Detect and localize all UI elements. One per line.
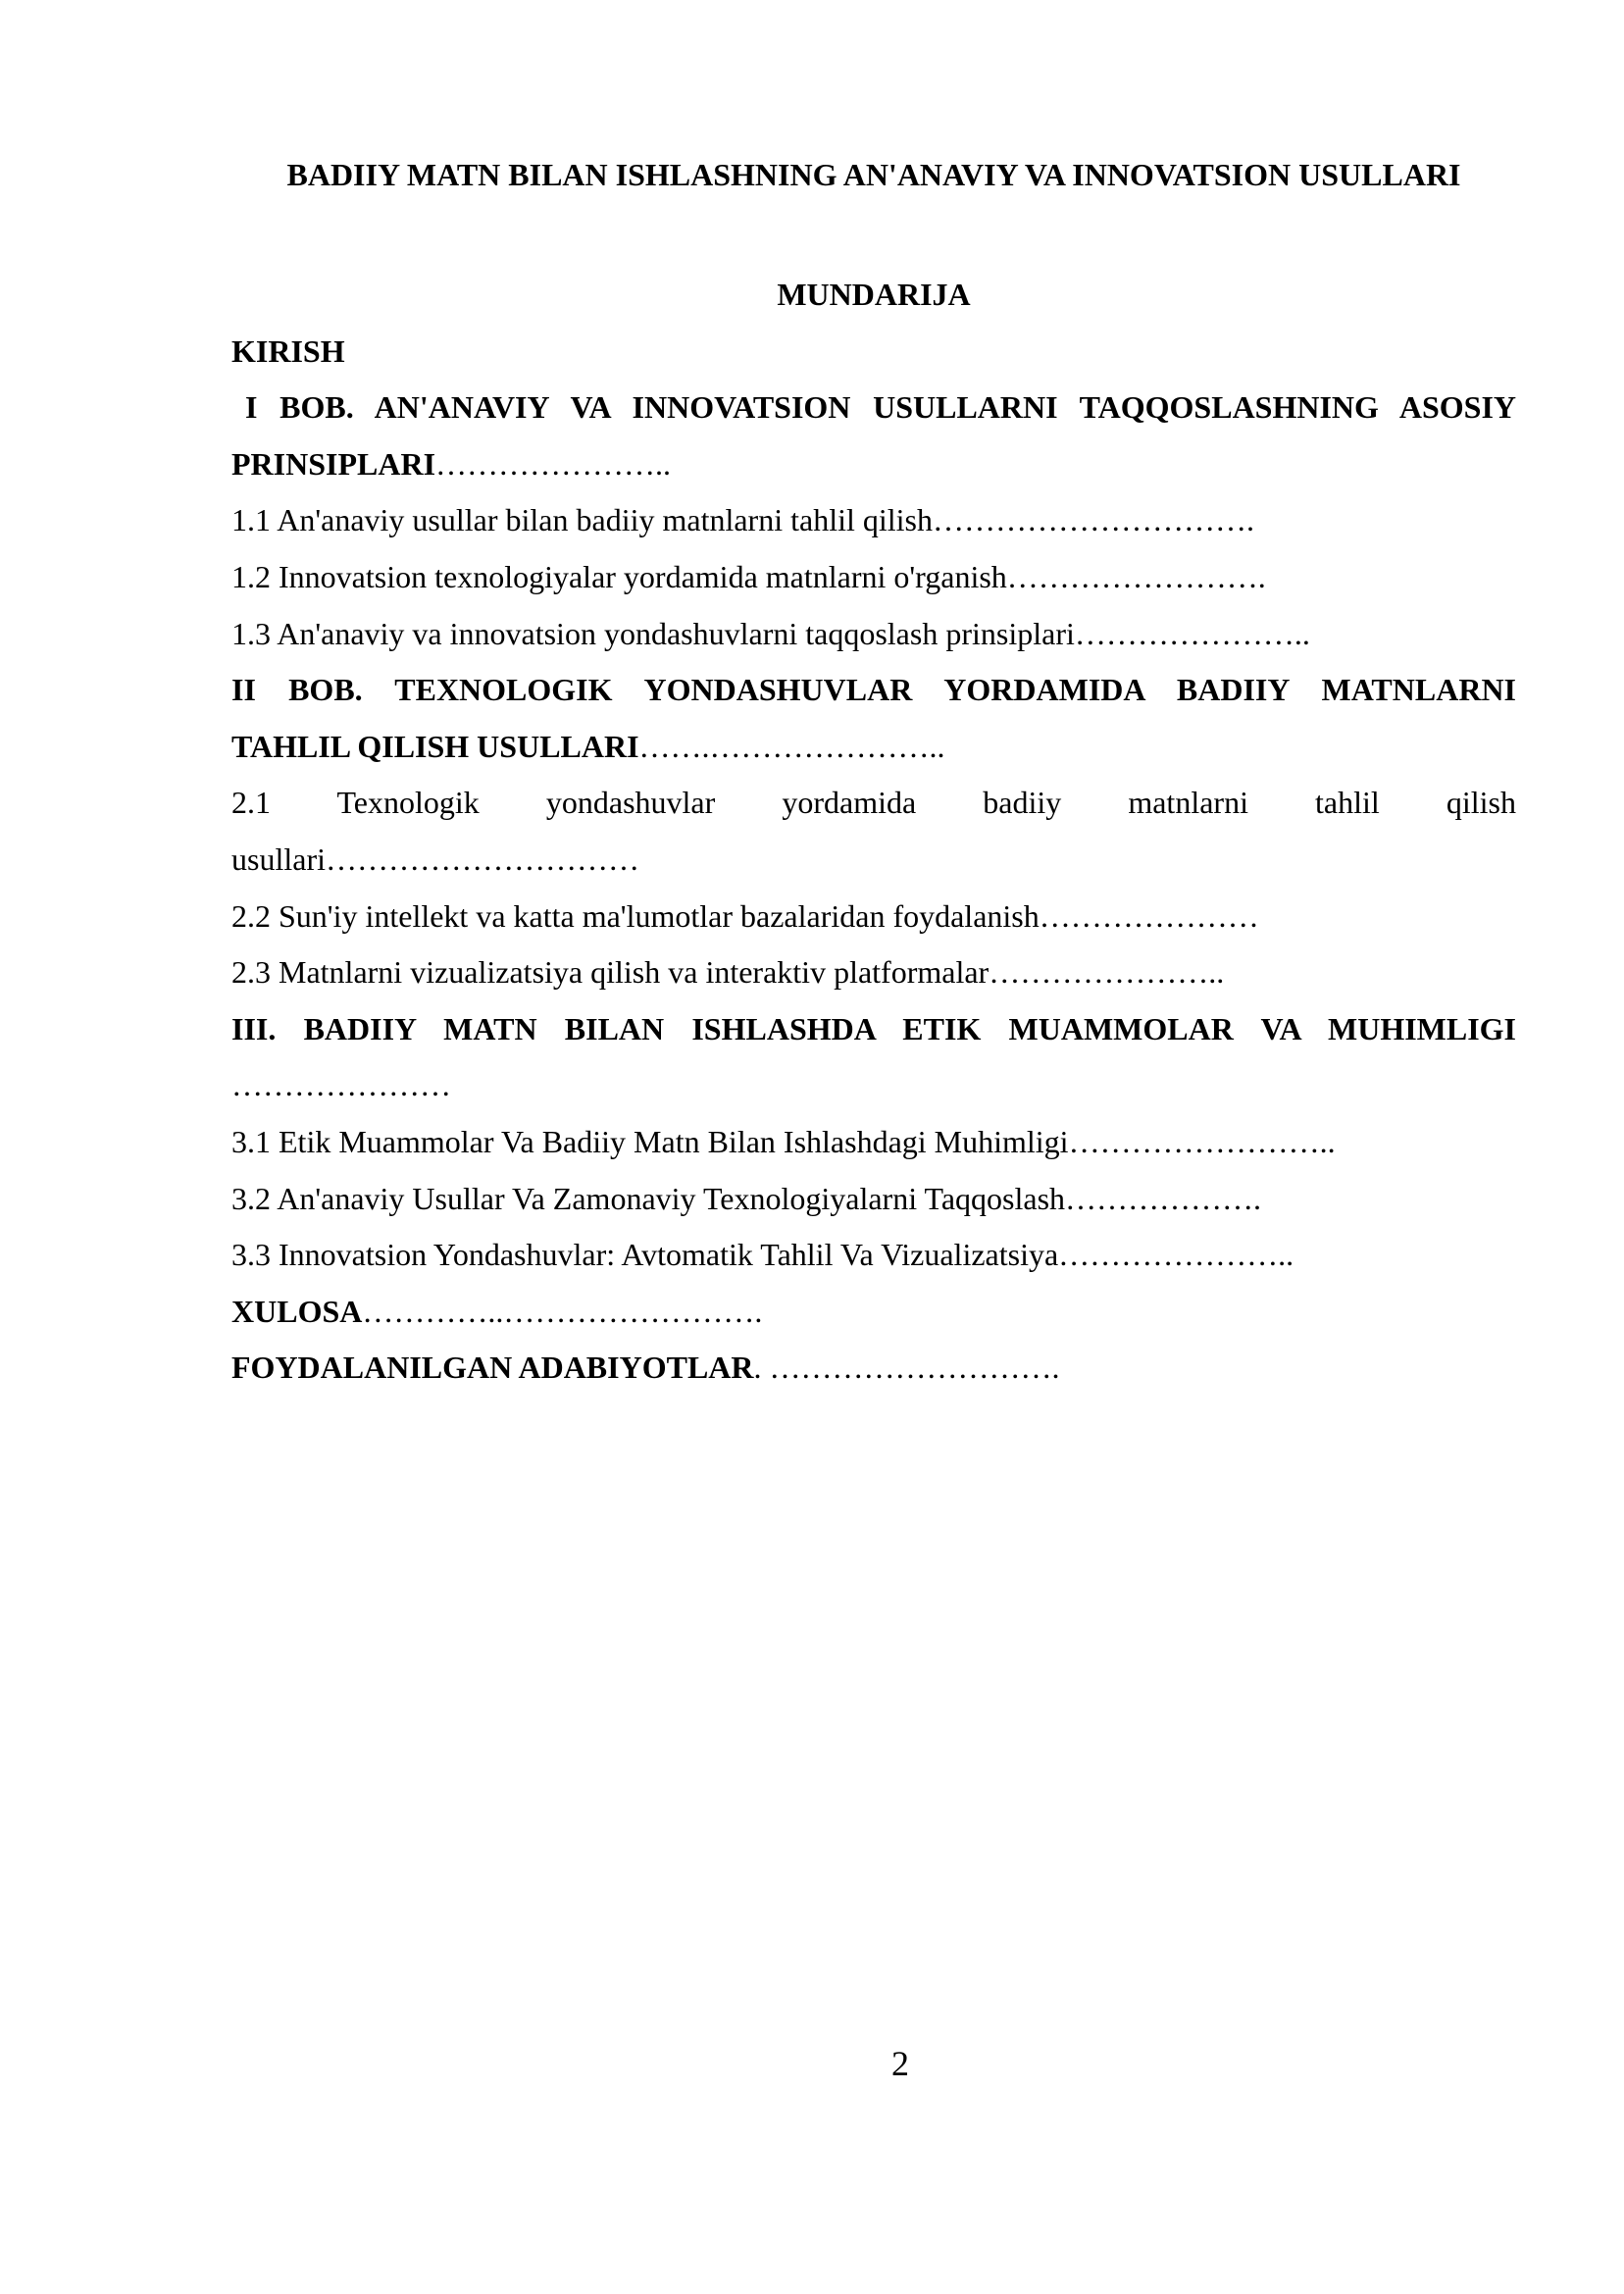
adabiyotlar-title: FOYDALANILGAN ADABIYOTLAR xyxy=(231,1350,754,1386)
chapter-2-leader-dots: …….………………….. xyxy=(638,728,945,764)
xulosa-leader-dots: …………..……………………. xyxy=(362,1293,763,1329)
adabiyotlar-leader-dots: . ………………………. xyxy=(753,1350,1060,1386)
toc-entry-section-3-2: 3.2 An'anaviy Usullar Va Zamonaviy Texnologiyalarni Taqqoslash………………. xyxy=(231,1180,1262,1216)
toc-entry-section-2-1-line-2: usullari………………………… xyxy=(231,841,639,877)
toc-entry-section-1-2: 1.2 Innovatsion texnologiyalar yordamida matnlarni o'rganish……………………. xyxy=(231,558,1266,594)
toc-entry-chapter-1-line-1: I BOB. AN'ANAVIY VA INNOVATSION USULLARNI TAQQOSLASHNING ASOSIY xyxy=(245,389,1516,426)
toc-entry-xulosa xyxy=(231,1284,1516,1341)
toc-entry-chapter-2-line-1: II BOB. TEXNOLOGIK YONDASHUVLAR YORDAMIDA BADIIY MATNLARNI xyxy=(231,672,1516,708)
toc-entry-chapter-3-line-1: III. BADIIY MATN BILAN ISHLASHDA ETIK MUAMMOLAR VA MUHIMLIGI xyxy=(231,1010,1516,1046)
toc-entry-section-1-3: 1.3 An'anaviy va innovatsion yondashuvlarni taqqoslash prinsiplari………………….. xyxy=(231,615,1310,651)
toc-heading: MUNDARIJA xyxy=(777,277,971,312)
chapter-2-title-end: TAHLIL QILISH USULLARI xyxy=(231,728,639,764)
chapter-1-leader-dots: ………………….. xyxy=(435,445,672,482)
toc-entry-section-2-1-line-1: 2.1 Texnologik yondashuvlar yordamida badiiy matnlarni tahlil qilish xyxy=(231,785,1516,821)
chapter-1-title-end: PRINSIPLARI xyxy=(231,445,436,482)
toc-entry-chapter-2-line-2 xyxy=(231,719,1516,776)
toc-entry-section-3-3: 3.3 Innovatsion Yondashuvlar: Avtomatik Tahlil Va Vizualizatsiya………………….. xyxy=(231,1237,1294,1273)
toc-entry-section-2-2: 2.2 Sun'iy intellekt va katta ma'lumotlar bazalaridan foydalanish………………… xyxy=(231,897,1259,934)
document-title: BADIIY MATN BILAN ISHLASHNING AN'ANAVIY VA INNOVATSION USULLARI xyxy=(286,157,1461,192)
toc-entry-adabiyotlar xyxy=(231,1340,1516,1397)
xulosa-title: XULOSA xyxy=(231,1293,363,1329)
toc-entry-chapter-3-line-2: ………………… xyxy=(231,1067,451,1103)
toc-entry-section-3-1: 3.1 Etik Muammolar Va Badiiy Matn Bilan Ishlashdagi Muhimligi…………………….. xyxy=(231,1123,1336,1159)
page-number: 2 xyxy=(891,2044,909,2083)
toc-entry-section-2-3: 2.3 Matnlarni vizualizatsiya qilish va interaktiv platformalar………………….. xyxy=(231,954,1225,991)
toc-entry-kirish: KIRISH xyxy=(231,332,345,369)
table-of-contents xyxy=(231,267,1516,1397)
toc-entry-section-1-1: 1.1 An'anaviy usullar bilan badiiy matnlarni tahlil qilish…………………………. xyxy=(231,502,1254,538)
toc-entry-chapter-1-line-2 xyxy=(231,436,1516,493)
